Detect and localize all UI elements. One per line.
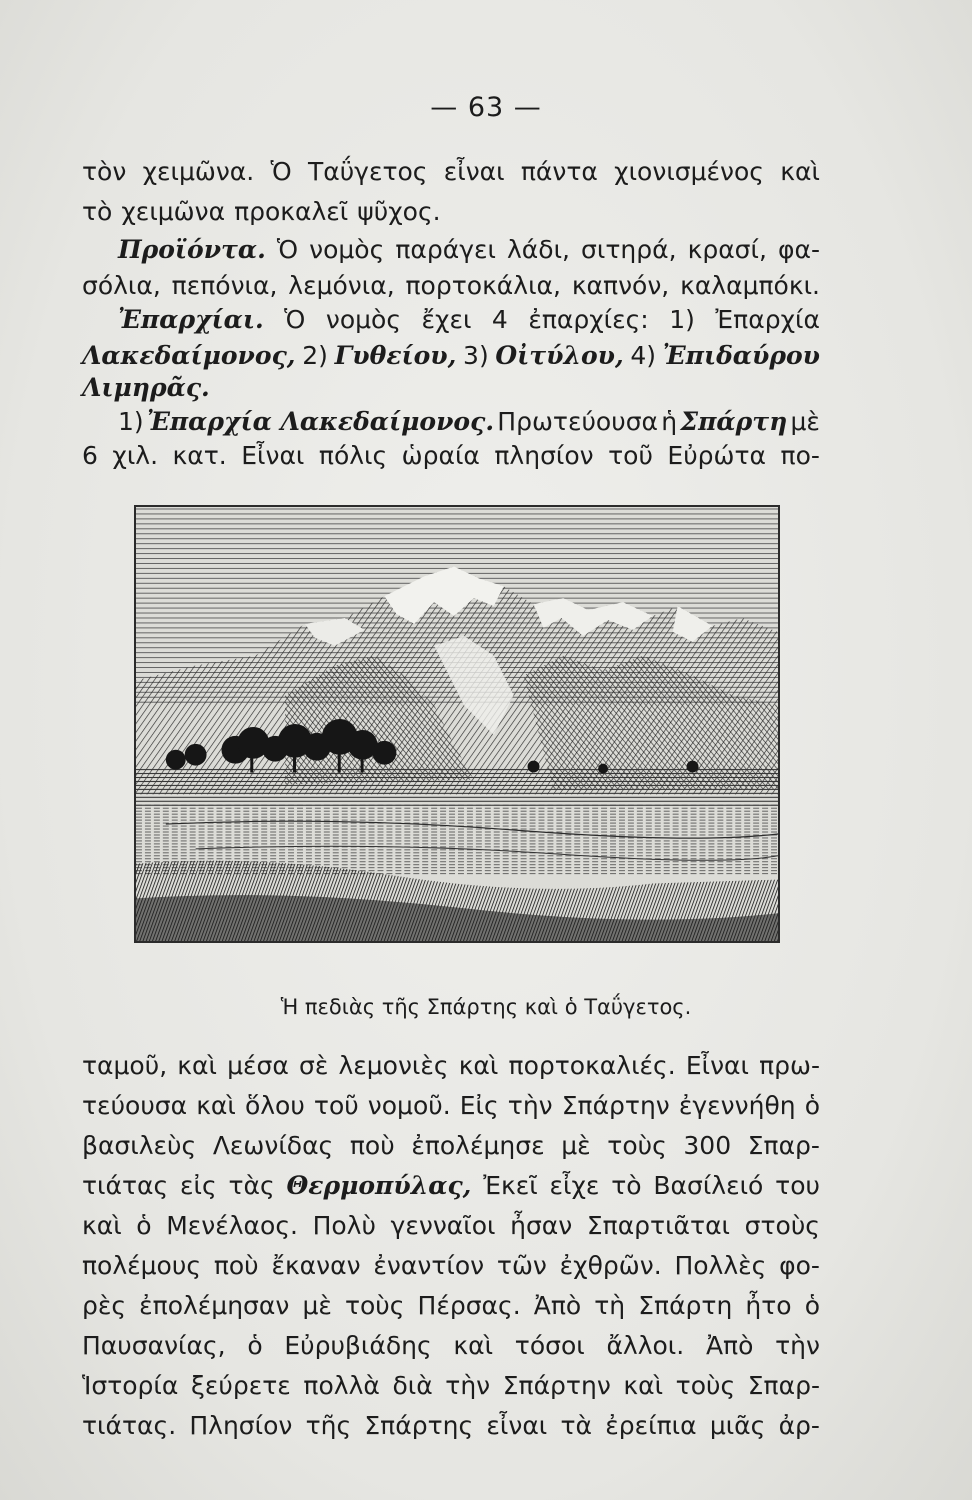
text-line-3: Προϊόντα. Ὁ νομὸς παράγει λάδι, σιτηρά, κρασί, φα-	[118, 230, 820, 270]
text-line-7: Λιμηρᾶς.	[82, 373, 210, 402]
heading-products: Προϊόντα.	[118, 235, 266, 264]
text-line-18: Ἱστορία ξεύρετε πολλὰ διὰ τὴν Σπάρτην καὶ τοὺς Σπαρ-	[82, 1371, 820, 1400]
figure-caption: Ἡ πεδιὰς τῆς Σπάρτης καὶ ὁ Ταΰγετος.	[280, 995, 692, 1019]
text-line-10: ταμοῦ, καὶ μέσα σὲ λεμονιὲς καὶ πορτοκαλιές. Εἶναι πρω-	[82, 1051, 820, 1080]
text-line-13: τιάτας εἰς τὰς Θερμοπύλας, Ἐκεῖ εἶχε τὸ Βασίλειό του	[82, 1166, 820, 1206]
thermopylae-text: Θερμοπύλας,	[286, 1171, 472, 1200]
text-line-16: ρὲς ἐπολέμησαν μὲ τοὺς Πέρσας. Ἀπὸ τὴ Σπάρτη ἦτο ὁ	[82, 1291, 820, 1320]
engraving-illustration	[134, 505, 780, 943]
text-line-2: τὸ χειμῶνα προκαλεῖ ψῦχος.	[82, 197, 441, 226]
text-line-4: σόλια, πεπόνια, λεμόνια, πορτοκάλια, καπνόν, καλαμπόκι.	[82, 271, 820, 300]
text-line-11: τεύουσα καὶ ὅλου τοῦ νομοῦ. Εἰς τὴν Σπάρτην ἐγεννήθη ὁ	[82, 1091, 820, 1120]
text-line-19: τιάτας. Πλησίον τῆς Σπάρτης εἶναι τὰ ἐρείπια μιᾶς ἀρ-	[82, 1411, 820, 1440]
text-line-9: 6 χιλ. κατ. Εἶναι πόλις ὡραία πλησίον τοῦ Εὐρώτα πο-	[82, 441, 820, 470]
text-line-15: πολέμους ποὺ ἔκαναν ἐναντίον τῶν ἐχθρῶν. Πολλὲς φο-	[82, 1251, 820, 1280]
mountain-engraving	[136, 507, 778, 941]
text-line-14: καὶ ὁ Μενέλαος. Πολὺ γενναῖοι ἦσαν Σπαρτιᾶται στοὺς	[82, 1211, 820, 1240]
text-line-17: Παυσανίας, ὁ Εὐρυβιάδης καὶ τόσοι ἄλλοι. Ἀπὸ τὴν	[82, 1331, 820, 1360]
text-line-5: Ἐπαρχίαι. Ὁ νομὸς ἔχει 4 ἐπαρχίες: 1) Ἐπαρχία	[118, 300, 820, 340]
heading-lakedaimon: Ἐπαρχία Λακεδαίμονος.	[146, 407, 495, 436]
text-line-12: βασιλεὺς Λεωνίδας ποὺ ἐπολέμησε μὲ τοὺς 300 Σπαρ-	[82, 1131, 820, 1160]
page-number: — 63 —	[430, 92, 542, 123]
text-line-6: Λακεδαίμονος, 2) Γυθείου, 3) Οἰτύλου, 4) Ἐπιδαύρου	[82, 341, 820, 370]
heading-provinces: Ἐπαρχίαι.	[118, 305, 264, 334]
text-line-8: 1) Ἐπαρχία Λακεδαίμονος. Πρωτεύουσα ἡ Σπάρτη μὲ	[118, 402, 820, 442]
text-line-1: τὸν χειμῶνα. Ὁ Ταΰγετος εἶναι πάντα χιονισμένος καὶ	[82, 157, 820, 186]
